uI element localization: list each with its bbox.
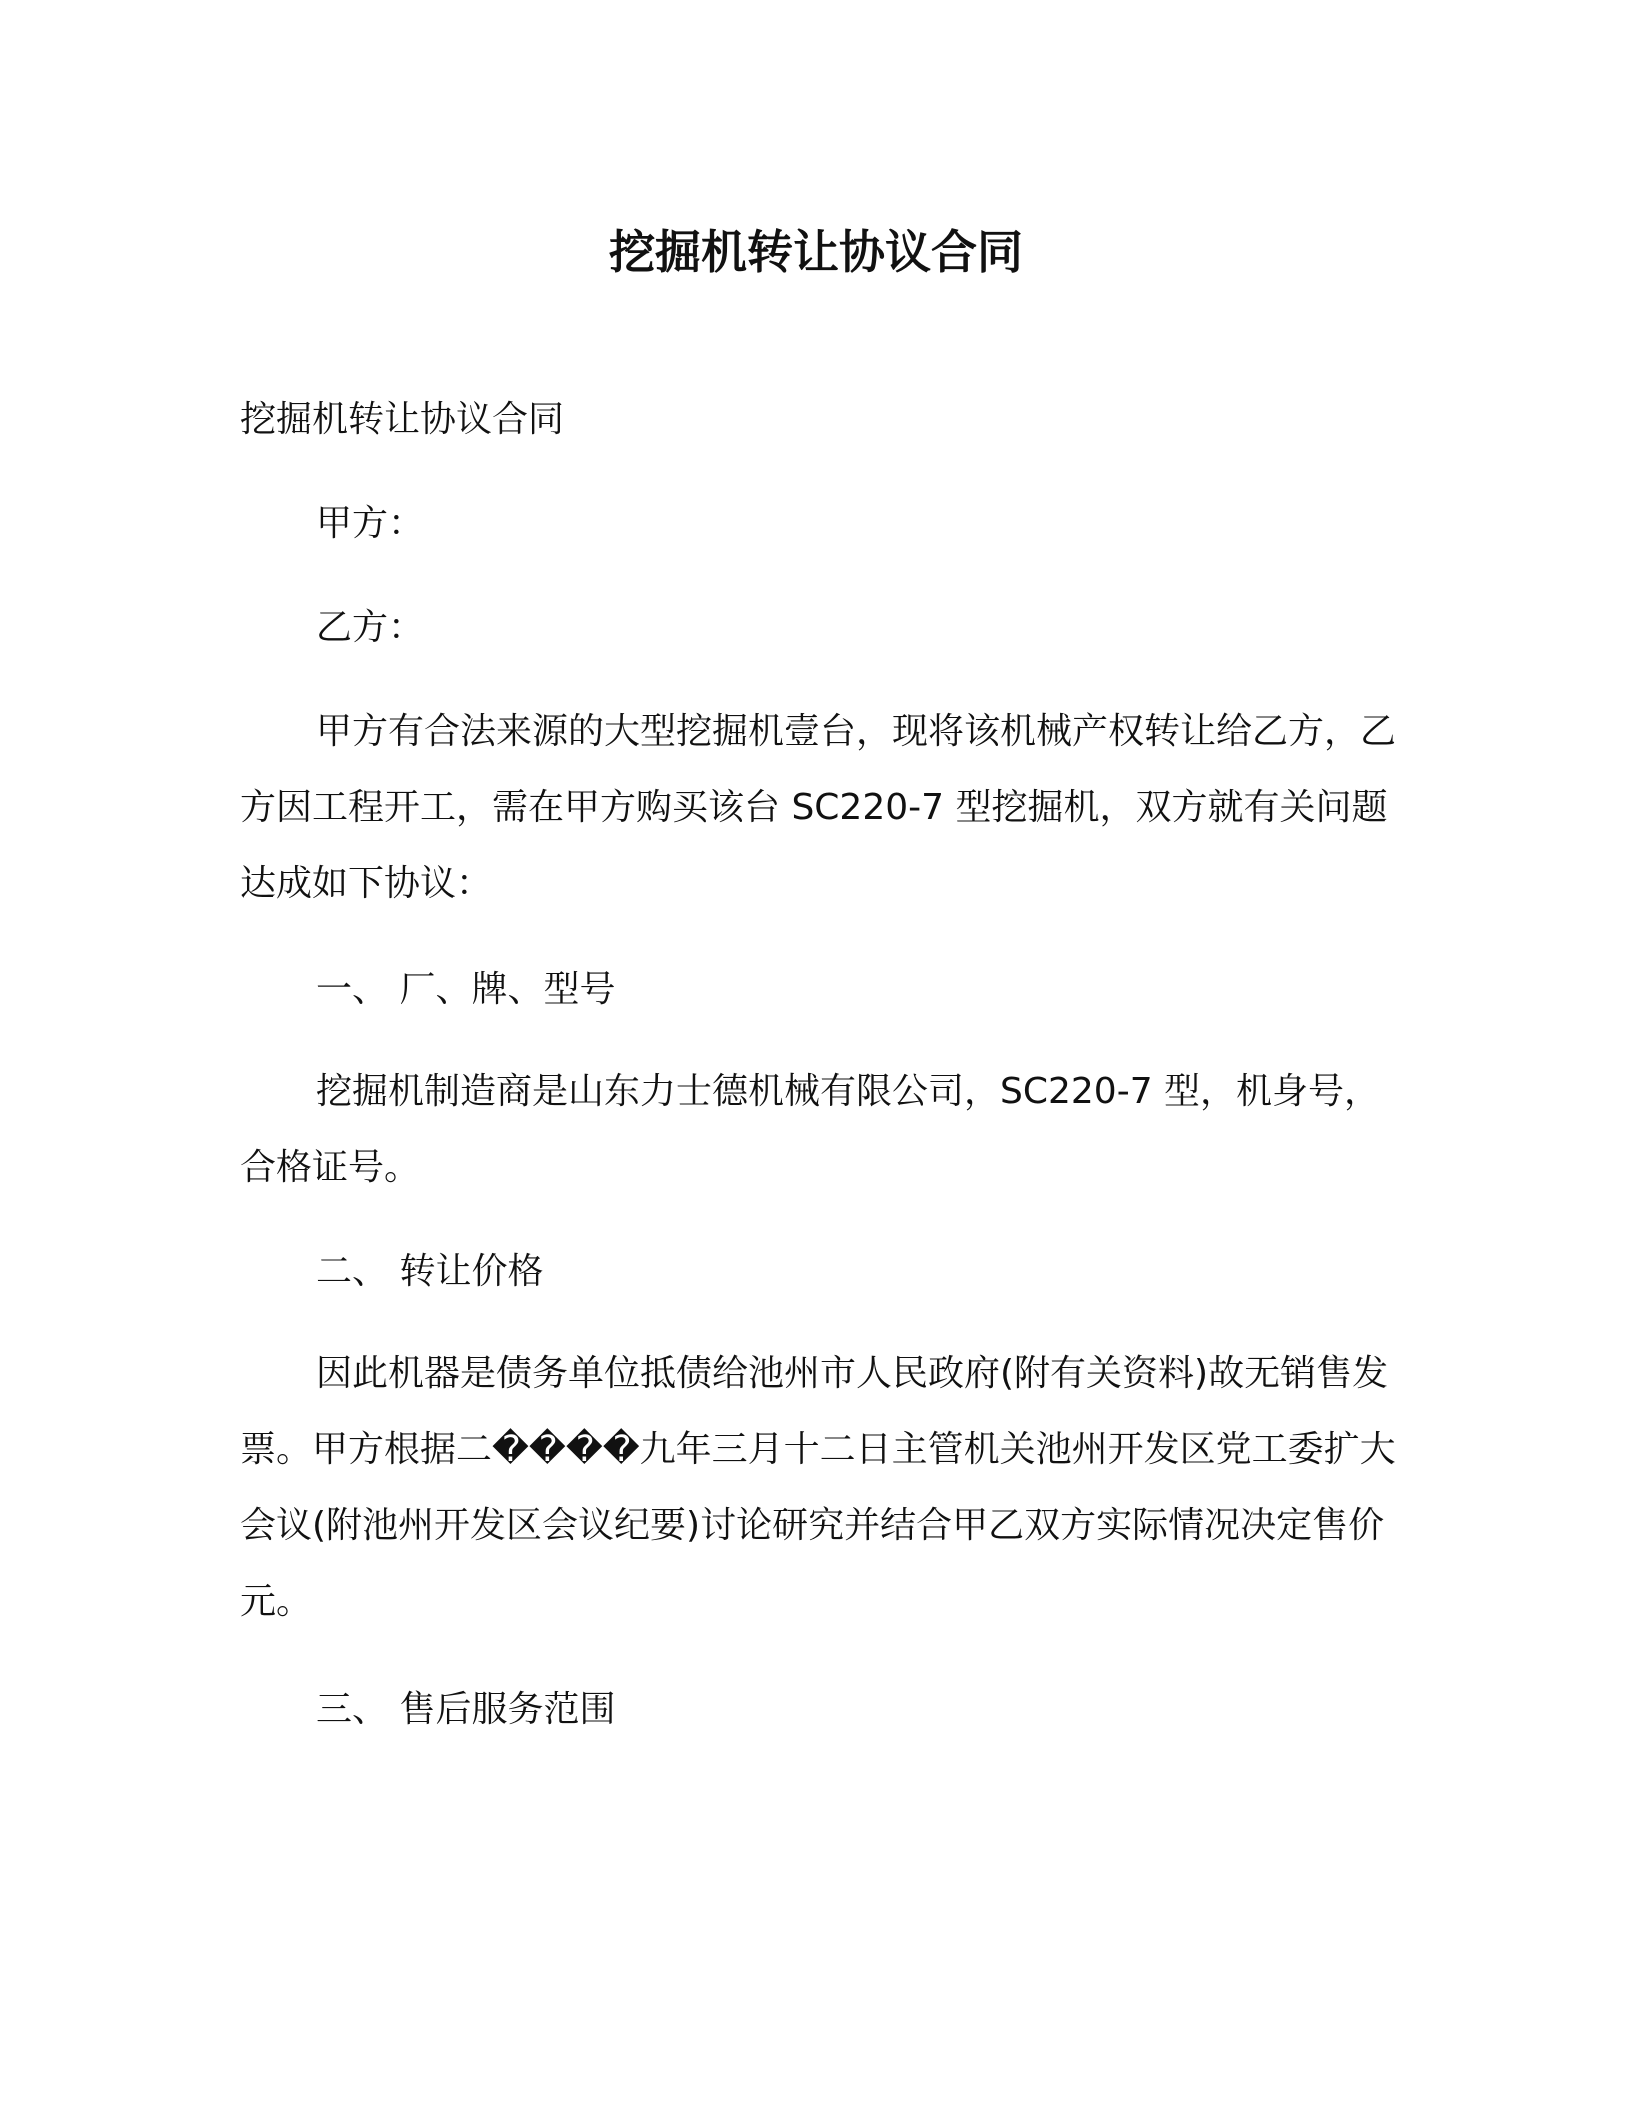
- document-subtitle: 挖掘机转让协议合同: [240, 399, 565, 440]
- party-b-label: 乙方：: [316, 607, 425, 648]
- section-1-body: 挖掘机制造商是山东力士德机械有限公司，SC220-7 型，机身号，合格证号。: [240, 1071, 1381, 1188]
- intro-paragraph: 甲方有合法来源的大型挖掘机壹台，现将该机械产权转让给乙方，乙方因工程开工，需在甲方购买该台 SC220-7 型挖掘机，双方就有关问题达成如下协议：: [240, 711, 1397, 904]
- section-1-heading: 一、 厂、牌、型号: [316, 969, 616, 1010]
- party-a-label: 甲方：: [316, 503, 425, 544]
- section-2-heading: 二、 转让价格: [316, 1251, 544, 1292]
- section-3-heading: 三、 售后服务范围: [316, 1689, 616, 1730]
- section-2-body: 因此机器是债务单位抵债给池州市人民政府(附有关资料)故无销售发票。甲方根据二����九年三月十二日主管机关池州开发区党工委扩大会议(附池州开发区会议纪要)讨论研究并结合甲乙双方实际情况决定售价元。: [240, 1353, 1396, 1622]
- document-title: 挖掘机转让协议合同: [609, 225, 1023, 279]
